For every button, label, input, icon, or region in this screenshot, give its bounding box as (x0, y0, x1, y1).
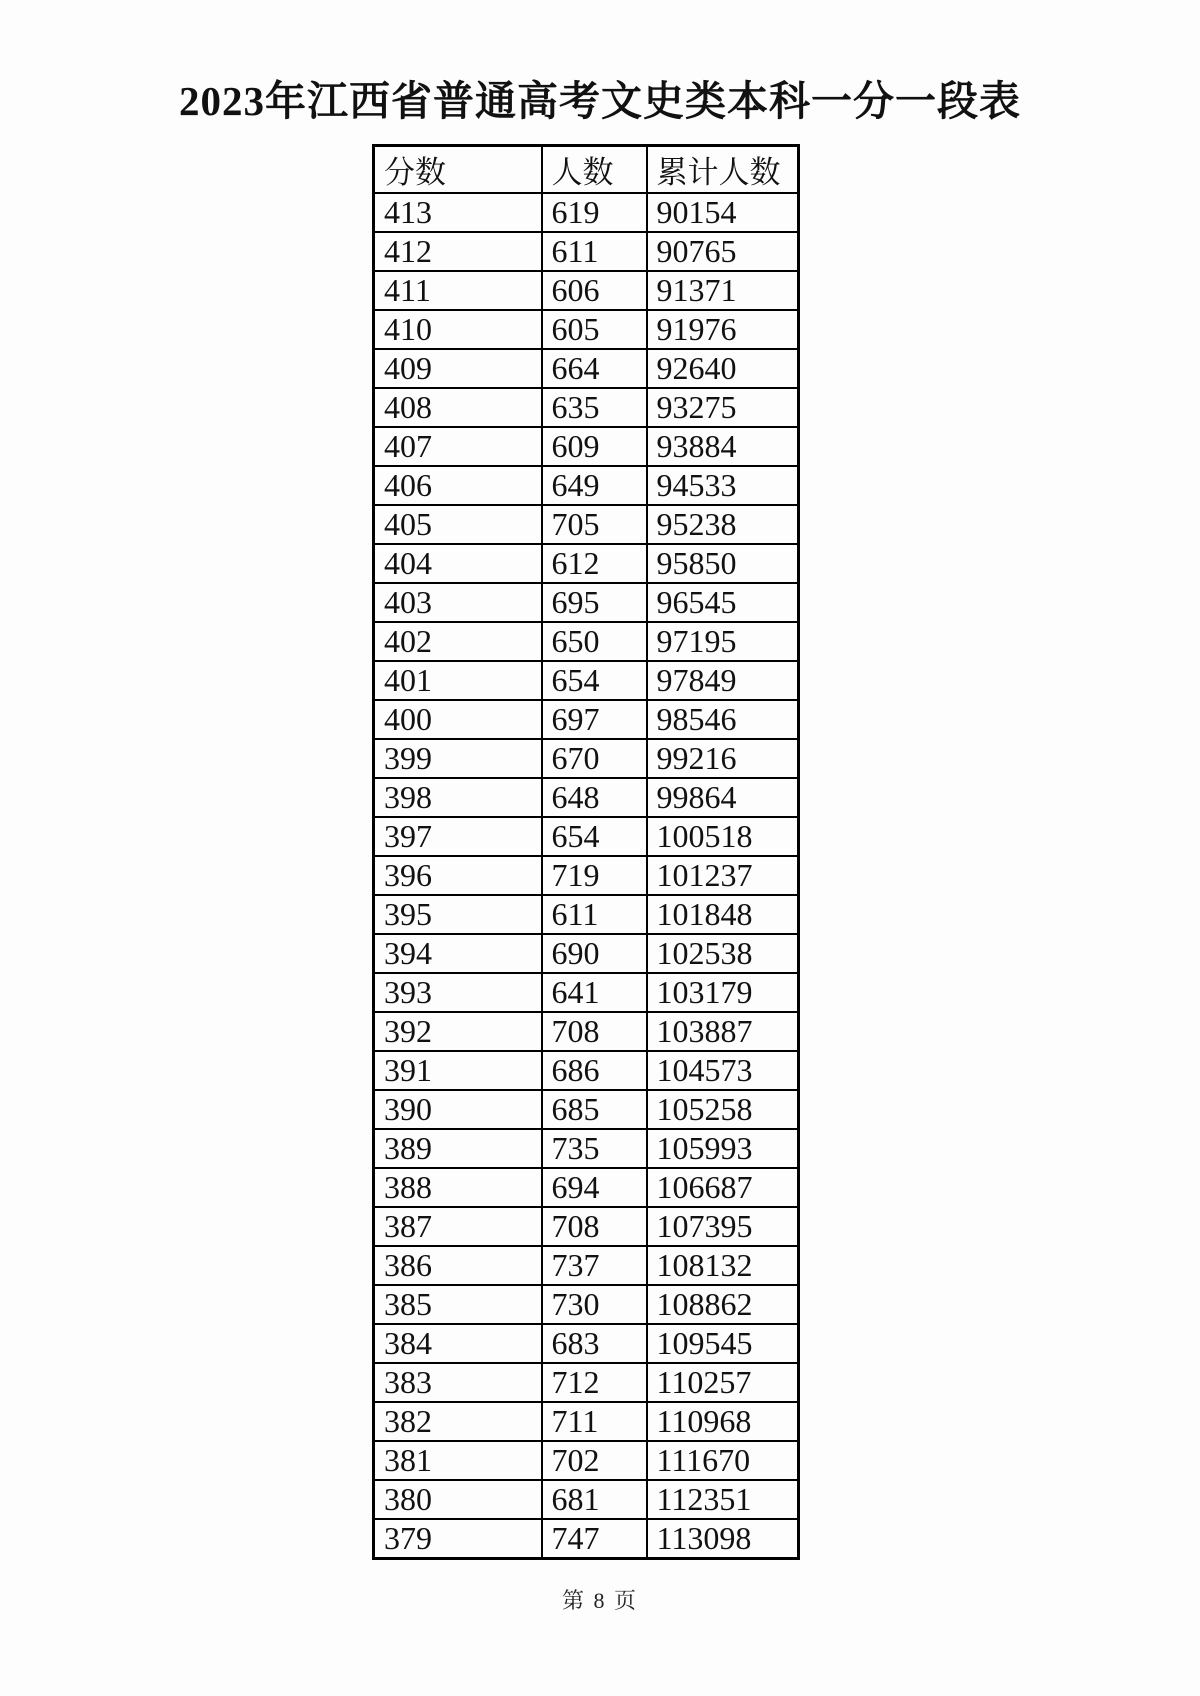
cell-cumulative: 99864 (647, 778, 799, 817)
cell-count: 605 (542, 310, 647, 349)
table-row (374, 349, 799, 388)
table-row (374, 193, 799, 232)
score-table (372, 144, 800, 1560)
cell-cumulative: 107395 (647, 1207, 799, 1246)
table-row (374, 427, 799, 466)
table-row (374, 1480, 799, 1519)
table-row (374, 1246, 799, 1285)
table-row (374, 895, 799, 934)
cell-score: 383 (374, 1363, 542, 1402)
table-row (374, 1441, 799, 1480)
cell-count: 650 (542, 622, 647, 661)
cell-cumulative: 96545 (647, 583, 799, 622)
cell-count: 712 (542, 1363, 647, 1402)
cell-score: 393 (374, 973, 542, 1012)
cell-cumulative: 113098 (647, 1519, 799, 1559)
column-header-count: 人数 (542, 146, 647, 194)
cell-count: 683 (542, 1324, 647, 1363)
cell-score: 380 (374, 1480, 542, 1519)
cell-cumulative: 90765 (647, 232, 799, 271)
table-row (374, 661, 799, 700)
cell-score: 391 (374, 1051, 542, 1090)
cell-cumulative: 97849 (647, 661, 799, 700)
cell-score: 405 (374, 505, 542, 544)
cell-cumulative: 93884 (647, 427, 799, 466)
cell-cumulative: 106687 (647, 1168, 799, 1207)
cell-score: 392 (374, 1012, 542, 1051)
cell-score: 413 (374, 193, 542, 232)
cell-cumulative: 110968 (647, 1402, 799, 1441)
page-title: 2023年江西省普通高考文史类本科一分一段表 (179, 78, 1021, 124)
cell-cumulative: 91976 (647, 310, 799, 349)
cell-count: 702 (542, 1441, 647, 1480)
cell-score: 381 (374, 1441, 542, 1480)
cell-cumulative: 110257 (647, 1363, 799, 1402)
cell-cumulative: 99216 (647, 739, 799, 778)
cell-count: 635 (542, 388, 647, 427)
table-row (374, 1285, 799, 1324)
table-row (374, 505, 799, 544)
table-row (374, 583, 799, 622)
cell-score: 389 (374, 1129, 542, 1168)
cell-score: 404 (374, 544, 542, 583)
table-row (374, 1519, 799, 1559)
cell-score: 400 (374, 700, 542, 739)
table-row (374, 1207, 799, 1246)
cell-cumulative: 103887 (647, 1012, 799, 1051)
table-row (374, 1012, 799, 1051)
cell-count: 649 (542, 466, 647, 505)
table-row (374, 934, 799, 973)
cell-cumulative: 92640 (647, 349, 799, 388)
cell-count: 641 (542, 973, 647, 1012)
cell-cumulative: 111670 (647, 1441, 799, 1480)
cell-cumulative: 102538 (647, 934, 799, 973)
cell-count: 648 (542, 778, 647, 817)
cell-count: 730 (542, 1285, 647, 1324)
cell-count: 697 (542, 700, 647, 739)
score-table-body (374, 193, 799, 1559)
cell-count: 685 (542, 1090, 647, 1129)
cell-count: 690 (542, 934, 647, 973)
cell-score: 402 (374, 622, 542, 661)
cell-score: 410 (374, 310, 542, 349)
cell-cumulative: 112351 (647, 1480, 799, 1519)
cell-score: 387 (374, 1207, 542, 1246)
cell-count: 670 (542, 739, 647, 778)
cell-count: 681 (542, 1480, 647, 1519)
cell-cumulative: 100518 (647, 817, 799, 856)
cell-cumulative: 90154 (647, 193, 799, 232)
table-row (374, 1363, 799, 1402)
cell-count: 611 (542, 232, 647, 271)
cell-cumulative: 98546 (647, 700, 799, 739)
cell-score: 401 (374, 661, 542, 700)
cell-score: 407 (374, 427, 542, 466)
cell-cumulative: 101848 (647, 895, 799, 934)
cell-count: 719 (542, 856, 647, 895)
cell-count: 654 (542, 817, 647, 856)
cell-count: 705 (542, 505, 647, 544)
cell-score: 408 (374, 388, 542, 427)
cell-count: 611 (542, 895, 647, 934)
table-row (374, 856, 799, 895)
table-row (374, 1324, 799, 1363)
cell-cumulative: 104573 (647, 1051, 799, 1090)
cell-count: 609 (542, 427, 647, 466)
cell-cumulative: 97195 (647, 622, 799, 661)
cell-score: 411 (374, 271, 542, 310)
score-table-header (374, 146, 799, 194)
cell-score: 398 (374, 778, 542, 817)
cell-count: 654 (542, 661, 647, 700)
cell-count: 708 (542, 1207, 647, 1246)
cell-cumulative: 105993 (647, 1129, 799, 1168)
cell-cumulative: 108862 (647, 1285, 799, 1324)
cell-score: 397 (374, 817, 542, 856)
cell-cumulative: 105258 (647, 1090, 799, 1129)
cell-score: 382 (374, 1402, 542, 1441)
table-row (374, 388, 799, 427)
table-row (374, 622, 799, 661)
cell-score: 399 (374, 739, 542, 778)
cell-score: 395 (374, 895, 542, 934)
table-row (374, 1129, 799, 1168)
table-row (374, 778, 799, 817)
table-row (374, 1402, 799, 1441)
cell-score: 388 (374, 1168, 542, 1207)
cell-score: 406 (374, 466, 542, 505)
cell-cumulative: 94533 (647, 466, 799, 505)
table-row (374, 232, 799, 271)
cell-cumulative: 95238 (647, 505, 799, 544)
table-row (374, 544, 799, 583)
cell-count: 694 (542, 1168, 647, 1207)
cell-score: 384 (374, 1324, 542, 1363)
table-row (374, 1090, 799, 1129)
cell-cumulative: 101237 (647, 856, 799, 895)
cell-score: 379 (374, 1519, 542, 1559)
table-row (374, 700, 799, 739)
cell-count: 686 (542, 1051, 647, 1090)
cell-score: 390 (374, 1090, 542, 1129)
table-row (374, 739, 799, 778)
header-row (374, 146, 799, 194)
cell-count: 664 (542, 349, 647, 388)
cell-score: 396 (374, 856, 542, 895)
table-row (374, 973, 799, 1012)
cell-cumulative: 93275 (647, 388, 799, 427)
cell-score: 409 (374, 349, 542, 388)
table-row (374, 310, 799, 349)
page-number: 第 8 页 (561, 1588, 638, 1613)
cell-score: 412 (374, 232, 542, 271)
cell-cumulative: 103179 (647, 973, 799, 1012)
cell-count: 606 (542, 271, 647, 310)
cell-cumulative: 108132 (647, 1246, 799, 1285)
table-row (374, 1051, 799, 1090)
table-row (374, 271, 799, 310)
cell-count: 708 (542, 1012, 647, 1051)
cell-cumulative: 109545 (647, 1324, 799, 1363)
cell-cumulative: 91371 (647, 271, 799, 310)
cell-count: 711 (542, 1402, 647, 1441)
table-row (374, 466, 799, 505)
cell-count: 612 (542, 544, 647, 583)
cell-score: 394 (374, 934, 542, 973)
table-row (374, 817, 799, 856)
column-header-score: 分数 (374, 146, 542, 194)
cell-score: 403 (374, 583, 542, 622)
column-header-cumulative: 累计人数 (647, 146, 799, 194)
cell-score: 386 (374, 1246, 542, 1285)
cell-score: 385 (374, 1285, 542, 1324)
cell-count: 747 (542, 1519, 647, 1559)
cell-count: 735 (542, 1129, 647, 1168)
cell-count: 737 (542, 1246, 647, 1285)
cell-cumulative: 95850 (647, 544, 799, 583)
table-row (374, 1168, 799, 1207)
cell-count: 695 (542, 583, 647, 622)
cell-count: 619 (542, 193, 647, 232)
